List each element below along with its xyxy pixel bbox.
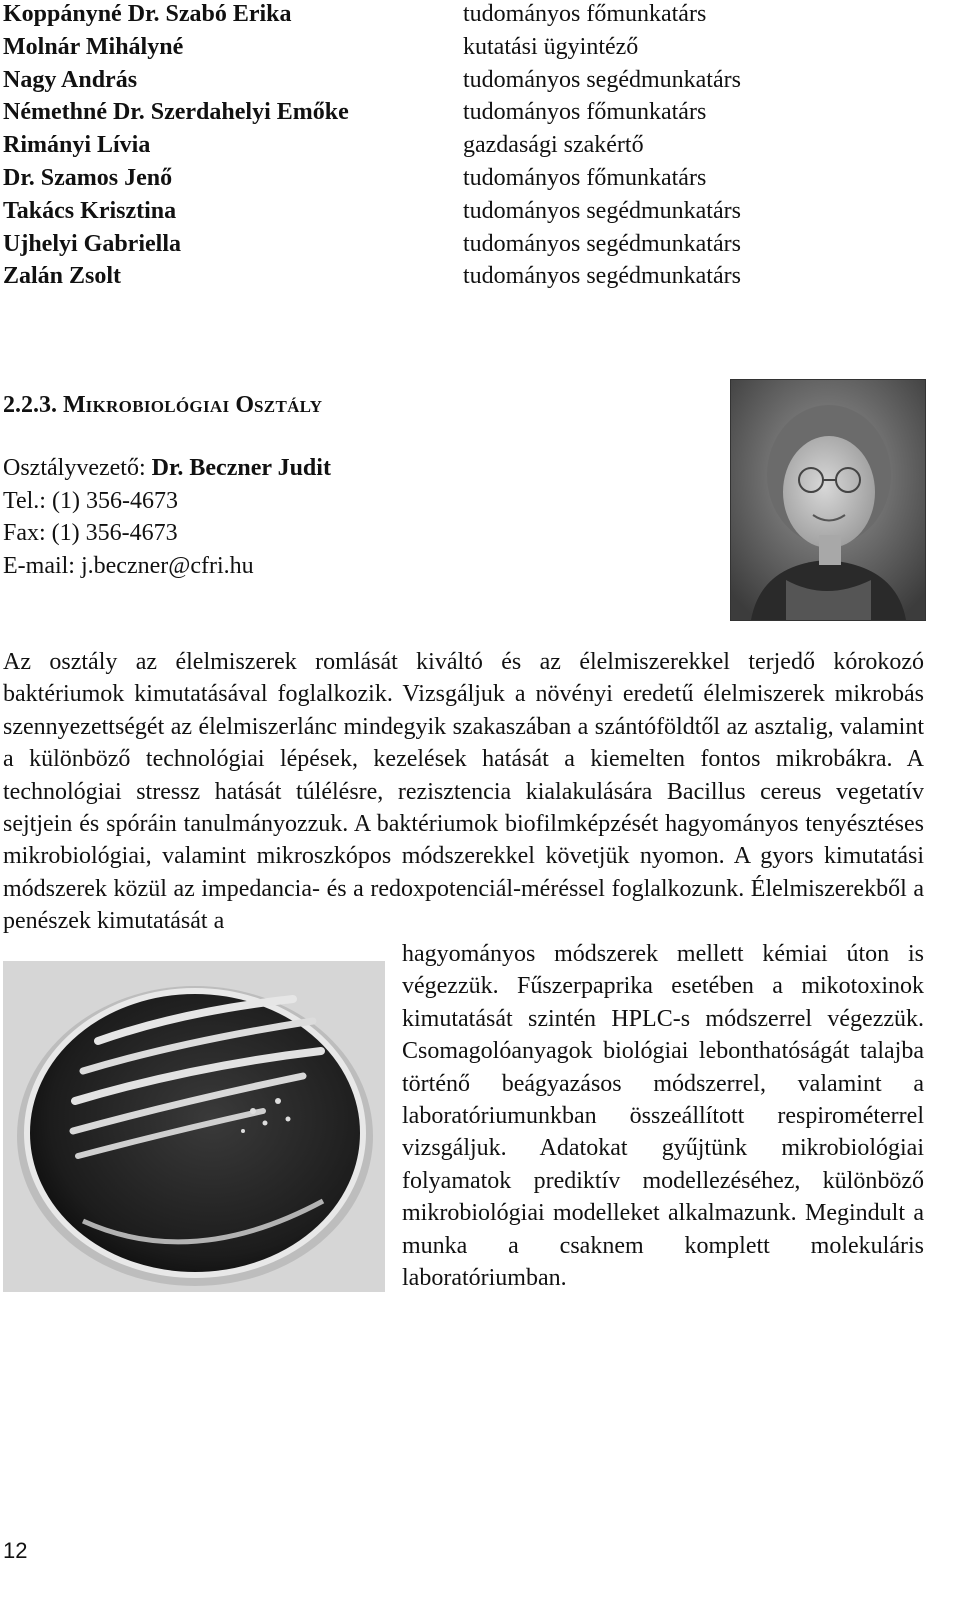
staff-row (3, 197, 903, 230)
email: E-mail: j.beczner@cfri.hu (3, 552, 254, 579)
section-initial: M (63, 392, 86, 418)
department-head (3, 452, 331, 485)
staff-name: Koppányné Dr. Szabó Erika (3, 1, 292, 27)
staff-name: Dr. Szamos Jenő (3, 164, 173, 191)
staff-role: tudományos főmunkatárs (463, 164, 707, 191)
page-number: 12 (3, 1538, 28, 1563)
staff-role: gazdasági szakértő (463, 132, 644, 159)
staff-row (3, 98, 903, 131)
staff-role: tudományos segédmunkatárs (463, 197, 741, 224)
staff-role: kutatási ügyintéző (463, 33, 639, 60)
staff-name: Molnár Mihályné (3, 33, 184, 60)
staff-row (3, 66, 903, 99)
portrait-illustration (731, 380, 925, 620)
head-name: Dr. Beczner Judit (151, 455, 331, 481)
section-word: IKROBIOLÓGIAI (85, 397, 230, 416)
fax: Fax: (1) 356-4673 (3, 520, 178, 546)
staff-name: Takács Krisztina (3, 197, 177, 224)
body-paragraph: Az osztály az élelmiszerek romlását kiváltó és az élelmiszerekkel terjedő kórokozó baktériumok kimutatásával foglalkozik. Vizsgáljuk a növényi eredetű élelmiszerek mikrobás szennyezettségét az élelmiszerlánc mindegyik szakaszában a szántóföldtől az asztalig, valamint a különböző technológiai lépések, kezelések hatását a kiemelten fontos mikrobákra. A technológiai stressz hatását túlélésre, rezisztencia kialakulására Bacillus cereus vegetatív sejtjein és spóráin tanulmányozzuk. A baktériumok biofilmképzését hagyományos tenyésztéses mikrobiológiai, valamint mikroszkópos módszerekkel követjük nyomon. A gyors kimutatási módszerek közül az impedancia- és a redoxpotenciál-méréssel foglalkozunk. Élelmiszerekből a penészek kimutatását a (3, 649, 924, 935)
phone: Tel.: (1) 356-4673 (3, 487, 178, 514)
staff-row (3, 33, 903, 66)
petri-dish-photo (3, 961, 385, 1292)
staff-row (3, 262, 903, 295)
staff-row (3, 164, 903, 197)
staff-row (3, 131, 903, 164)
staff-role: tudományos segédmunkatárs (463, 230, 741, 257)
staff-role: tudományos főmunkatárs (463, 1, 707, 27)
section-initial: O (235, 392, 255, 418)
section-word: SZTÁLY (254, 397, 323, 416)
body-paragraph-continued: hagyományos módszerek mellett kémiai úton is végezzük. Fűszerpaprika esetében a mikotoxinok kimutatását szintén HPLC-s módszerrel végezzük. Csomagolóanyagok biológiai lebonthatóságát talajba történő beágyazásos módszerrel, valamint a laboratóriumunkban összeállított respirométerrel vizsgáljuk. Adatokat gyűjtünk mikrobiológiai folyamatok prediktív modellezéséhez, különböző mikrobiológiai modelleket alkalmazunk. Megindult a munka a csaknem komplett molekuláris laboratóriumban. (402, 941, 924, 1292)
staff-role: tudományos segédmunkatárs (463, 263, 741, 290)
contact-block (3, 452, 331, 582)
staff-name: Ujhelyi Gabriella (3, 230, 181, 257)
section-number: 2.2.3. (3, 392, 57, 418)
staff-name: Némethné Dr. Szerdahelyi Emőke (3, 99, 349, 126)
staff-name: Nagy András (3, 66, 138, 93)
staff-row (3, 230, 903, 263)
staff-row (3, 0, 903, 33)
staff-name: Rimányi Lívia (3, 132, 151, 159)
staff-role: tudományos segédmunkatárs (463, 66, 741, 93)
staff-list (3, 0, 903, 295)
petri-dish-illustration (3, 961, 385, 1292)
head-label: Osztályvezető: (3, 455, 146, 481)
portrait-photo (730, 379, 926, 621)
staff-name: Zalán Zsolt (3, 263, 122, 290)
section-title (3, 392, 322, 419)
staff-role: tudományos főmunkatárs (463, 99, 707, 126)
